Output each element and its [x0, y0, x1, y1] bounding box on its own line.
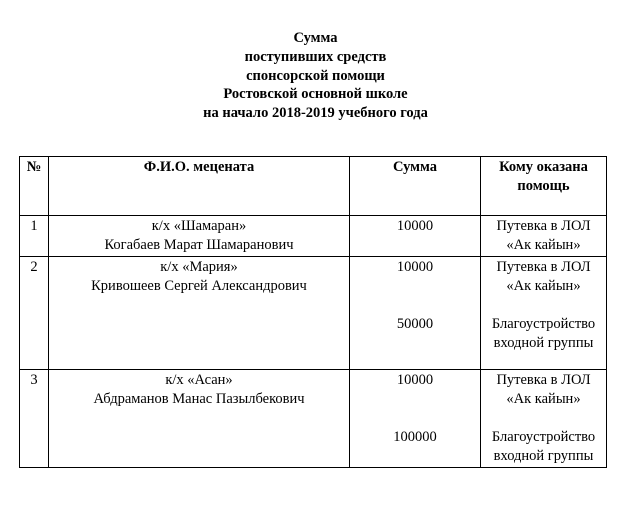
- table-row: [20, 216, 607, 257]
- purpose-text: входной группы: [493, 335, 594, 351]
- header-name: [49, 157, 350, 216]
- row-num-value: 1: [30, 218, 38, 234]
- amount-value: 10000: [396, 259, 434, 275]
- purpose-text: «Ак кайын»: [506, 278, 581, 294]
- purpose-text: Путевка в ЛОЛ: [496, 259, 591, 275]
- sponsors-table: [19, 156, 607, 468]
- header-help-label: помощь: [517, 178, 570, 194]
- row-num-value: 2: [30, 259, 38, 275]
- purpose-text: Путевка в ЛОЛ: [496, 372, 591, 388]
- title-line: Сумма: [293, 30, 338, 46]
- person-name: Когабаев Марат Шамаранович: [104, 237, 294, 253]
- row-name: [49, 257, 350, 370]
- row-help: [481, 257, 607, 370]
- purpose-text: входной группы: [493, 448, 594, 464]
- table-row: [20, 257, 607, 370]
- row-num: [20, 257, 49, 370]
- header-help-label: Кому оказана: [499, 159, 588, 175]
- amount-value: 10000: [396, 372, 434, 388]
- row-num-value: 3: [30, 372, 38, 388]
- title-line: поступивших средств: [244, 48, 387, 65]
- title-line: Ростовской основной школе: [223, 86, 408, 103]
- row-sum: [350, 216, 481, 257]
- amount-value: 50000: [396, 316, 434, 332]
- header-help: [481, 157, 607, 216]
- table-row: [20, 370, 607, 468]
- amount-value: 100000: [393, 429, 437, 445]
- header-name-label: Ф.И.О. мецената: [143, 159, 255, 175]
- row-sum: [350, 257, 481, 370]
- row-num: [20, 370, 49, 468]
- row-num: [20, 216, 49, 257]
- header-num-label: №: [26, 159, 42, 175]
- row-sum: [350, 370, 481, 468]
- purpose-text: Путевка в ЛОЛ: [496, 218, 591, 234]
- row-help: [481, 216, 607, 257]
- title-line: на начало 2018-2019 учебного года: [203, 105, 428, 122]
- amount-value: 10000: [396, 218, 434, 234]
- person-name: Кривошеев Сергей Александрович: [91, 278, 307, 294]
- person-name: Абдраманов Манас Пазылбекович: [93, 391, 305, 407]
- header-sum: [350, 157, 481, 216]
- header-sum-label: Сумма: [392, 159, 438, 175]
- org-name: к/х «Мария»: [160, 259, 238, 275]
- purpose-text: «Ак кайын»: [506, 237, 581, 253]
- header-num: [20, 157, 49, 216]
- purpose-text: Благоустройство: [491, 429, 596, 445]
- org-name: к/х «Шамаран»: [151, 218, 247, 234]
- title-line: спонсорской помощи: [246, 67, 385, 84]
- document-title: [0, 29, 631, 123]
- row-name: [49, 370, 350, 468]
- row-name: [49, 216, 350, 257]
- table-header-row: [20, 157, 607, 216]
- purpose-text: Благоустройство: [491, 316, 596, 332]
- purpose-text: «Ак кайын»: [506, 391, 581, 407]
- row-help: [481, 370, 607, 468]
- org-name: к/х «Асан»: [165, 372, 233, 388]
